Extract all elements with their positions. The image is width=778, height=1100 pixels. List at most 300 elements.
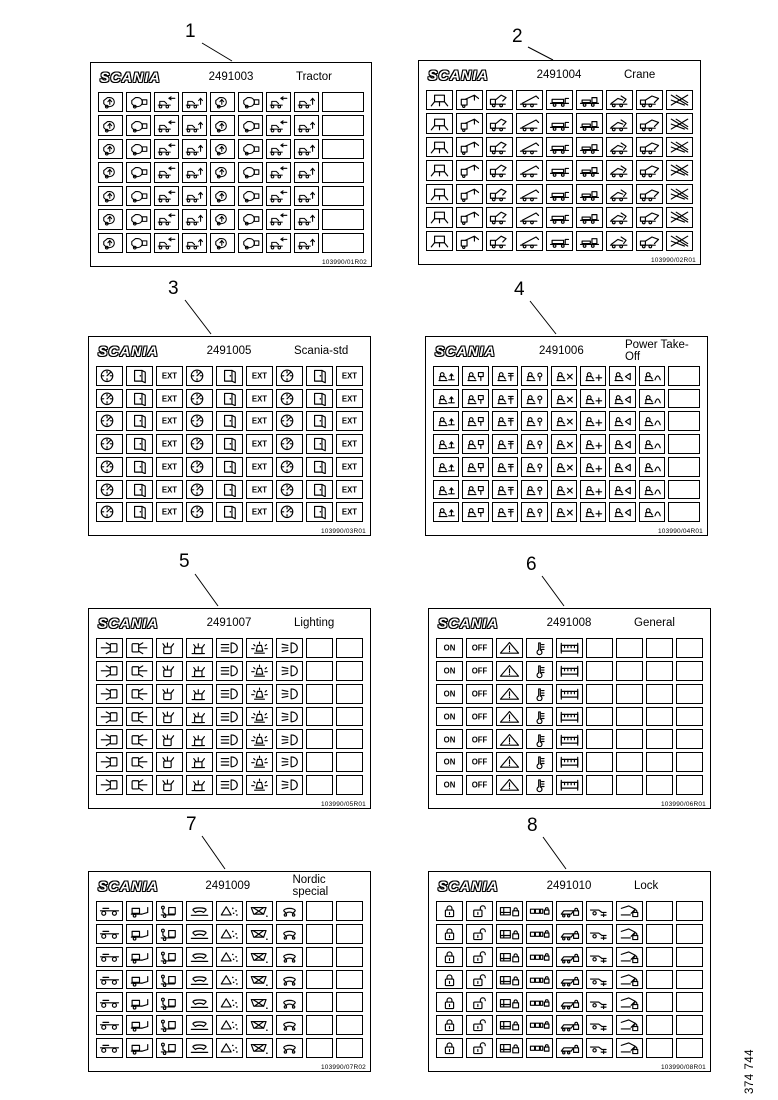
empty-cell <box>668 434 700 454</box>
empty-cell <box>322 209 364 229</box>
foglight-icon <box>276 707 303 727</box>
empty-cell <box>586 707 613 727</box>
tachograph-icon <box>186 411 213 431</box>
empty-cell <box>306 947 333 967</box>
machine-lock-icon <box>556 1038 583 1058</box>
tipping-ramp-icon <box>516 160 543 180</box>
trailer-arrow-left-icon <box>154 115 179 135</box>
trailer-arrow-up-icon <box>294 115 319 135</box>
crane-arm-icon <box>456 113 483 133</box>
tipping-ramp-icon <box>516 113 543 133</box>
empty-cell <box>616 729 643 749</box>
taillift-icon <box>126 970 153 990</box>
warning-triangle-icon <box>496 707 523 727</box>
crane-lock-icon <box>616 970 643 990</box>
ext-label-icon <box>156 480 183 500</box>
flatbed-load-icon <box>546 90 573 110</box>
empty-cell <box>306 638 333 658</box>
tachograph-icon <box>96 502 123 522</box>
crane-tipper-icon <box>606 90 633 110</box>
thermometer-icon <box>526 684 553 704</box>
worklamp-right-icon <box>126 729 153 749</box>
symbol-grid <box>96 638 363 795</box>
empty-cell <box>676 901 703 921</box>
spreader-icon <box>246 1038 273 1058</box>
tachograph-icon <box>276 502 303 522</box>
empty-cell <box>586 729 613 749</box>
empty-cell <box>336 707 363 727</box>
svg-text:EXT: EXT <box>251 462 268 472</box>
crane-right-icon <box>636 113 663 133</box>
crane-tipper-icon <box>606 160 633 180</box>
pto-variant-3-icon <box>492 480 518 500</box>
padlock-closed-icon <box>436 924 463 944</box>
spreader-icon <box>246 992 273 1012</box>
svg-text:EXT: EXT <box>161 417 178 427</box>
crane-lock-icon <box>616 924 643 944</box>
pto-variant-8-icon <box>639 457 665 477</box>
empty-cell <box>646 924 673 944</box>
empty-cell <box>676 1038 703 1058</box>
ruler-icon <box>556 752 583 772</box>
pto-variant-2-icon <box>462 502 488 522</box>
decal-panel-1 <box>90 62 372 267</box>
tachograph-icon <box>276 411 303 431</box>
door-icon <box>306 457 333 477</box>
sheet-code: 103990/06R01 <box>660 800 706 808</box>
chassis-icon <box>96 947 123 967</box>
svg-text:EXT: EXT <box>251 439 268 449</box>
pto-variant-1-icon <box>433 366 459 386</box>
empty-cell <box>336 947 363 967</box>
beacon-icon <box>246 729 273 749</box>
callout-number: 2 <box>512 26 523 47</box>
empty-cell <box>646 729 673 749</box>
padlock-closed-icon <box>436 901 463 921</box>
trailer-arrow-left-icon <box>266 162 291 182</box>
door-icon <box>306 434 333 454</box>
flatbed-load2-icon <box>576 231 603 251</box>
pto-variant-1-icon <box>433 502 459 522</box>
svg-text:EXT: EXT <box>341 508 358 518</box>
loader-icon <box>156 947 183 967</box>
leader-line <box>195 574 218 606</box>
fifthwheel-hook-icon <box>98 162 123 182</box>
leader-line <box>543 837 566 869</box>
trailer-arrow-up-icon <box>294 162 319 182</box>
empty-cell <box>616 752 643 772</box>
empty-cell <box>336 1038 363 1058</box>
panel-header <box>98 612 364 634</box>
padlock-open-icon <box>466 970 493 990</box>
svg-text:OFF: OFF <box>471 666 488 676</box>
part-number: 2491008 <box>546 617 592 629</box>
pto-variant-8-icon <box>639 502 665 522</box>
chassis-icon <box>96 901 123 921</box>
trailer-arrow-up-icon <box>182 92 207 112</box>
container-lock-icon <box>526 947 553 967</box>
thermometer-icon <box>526 729 553 749</box>
loader-crane-icon <box>486 137 513 157</box>
ruler-icon <box>556 729 583 749</box>
empty-cell <box>336 1015 363 1035</box>
headlight-beam-icon <box>216 707 243 727</box>
off-label-icon <box>466 661 493 681</box>
foglight-icon <box>276 775 303 795</box>
fifthwheel-box-icon <box>126 186 151 206</box>
container-lock-icon <box>526 970 553 990</box>
foglight-icon <box>276 638 303 658</box>
pto-variant-5-icon <box>551 411 577 431</box>
pto-variant-7-icon <box>609 502 635 522</box>
empty-cell <box>676 729 703 749</box>
door-icon <box>216 411 243 431</box>
svg-text:EXT: EXT <box>161 394 178 404</box>
warning-triangle-icon <box>496 684 523 704</box>
empty-cell <box>306 684 333 704</box>
worklamp-top-icon <box>186 729 213 749</box>
cab-lock-icon <box>496 947 523 967</box>
svg-text:EXT: EXT <box>341 462 358 472</box>
door-icon <box>126 366 153 386</box>
phone-icon <box>276 947 303 967</box>
empty-cell <box>586 684 613 704</box>
callout-number: 7 <box>186 814 197 835</box>
warning-triangle-icon <box>496 638 523 658</box>
ext-label-icon <box>336 434 363 454</box>
machine-lock-icon <box>556 924 583 944</box>
pto-variant-4-icon <box>521 457 547 477</box>
ruler-icon <box>556 661 583 681</box>
fifthwheel-box-icon <box>238 186 263 206</box>
crane-right-icon <box>636 90 663 110</box>
empty-cell <box>676 638 703 658</box>
crane-tipper-icon <box>606 113 633 133</box>
crane-lock-icon <box>616 947 643 967</box>
phone-line-icon <box>186 947 213 967</box>
svg-text:ON: ON <box>443 689 456 699</box>
leader-line <box>528 47 553 60</box>
thermometer-icon <box>526 752 553 772</box>
callout-number: 8 <box>527 815 538 836</box>
padlock-open-icon <box>466 1015 493 1035</box>
door-icon <box>306 502 333 522</box>
empty-cell <box>646 661 673 681</box>
empty-cell <box>336 970 363 990</box>
empty-cell <box>586 752 613 772</box>
leader-line <box>202 43 232 61</box>
empty-cell <box>306 924 333 944</box>
cab-lock-icon <box>496 992 523 1012</box>
pto-variant-6-icon <box>580 502 606 522</box>
pto-variant-1-icon <box>433 411 459 431</box>
worklamp-right-icon <box>126 707 153 727</box>
trailer-arrow-left-icon <box>266 233 291 253</box>
padlock-open-icon <box>466 992 493 1012</box>
crane-crossed-icon <box>666 90 693 110</box>
phone-icon <box>276 970 303 990</box>
empty-cell <box>336 775 363 795</box>
thermometer-icon <box>526 707 553 727</box>
crane-tipper-icon <box>606 137 633 157</box>
tachograph-icon <box>96 480 123 500</box>
empty-cell <box>586 638 613 658</box>
loader-icon <box>156 970 183 990</box>
door-icon <box>306 411 333 431</box>
foglight-icon <box>276 684 303 704</box>
pto-variant-7-icon <box>609 434 635 454</box>
spreader-icon <box>246 1015 273 1035</box>
trailer-arrow-left-icon <box>154 186 179 206</box>
ext-label-icon <box>246 457 273 477</box>
trailer-arrow-up-icon <box>294 186 319 206</box>
padlock-open-icon <box>466 924 493 944</box>
loader-icon <box>156 924 183 944</box>
empty-cell <box>668 480 700 500</box>
crane-right-icon <box>636 184 663 204</box>
callout-number: 6 <box>526 554 537 575</box>
thermometer-icon <box>526 638 553 658</box>
part-number: 2491003 <box>208 71 254 83</box>
beacon-icon <box>246 638 273 658</box>
empty-cell <box>306 1015 333 1035</box>
off-label-icon <box>466 707 493 727</box>
empty-cell <box>306 992 333 1012</box>
crane-crossed-icon <box>666 113 693 133</box>
empty-cell <box>336 924 363 944</box>
empty-cell <box>322 92 364 112</box>
empty-cell <box>646 684 673 704</box>
container-lock-icon <box>526 901 553 921</box>
scania-logo: SCANIA <box>98 343 159 359</box>
svg-text:EXT: EXT <box>251 508 268 518</box>
fifthwheel-box-icon <box>126 92 151 112</box>
pto-variant-3-icon <box>492 457 518 477</box>
tachograph-icon <box>276 434 303 454</box>
padlock-open-icon <box>466 901 493 921</box>
leader-line <box>185 300 211 334</box>
phone-icon <box>276 1015 303 1035</box>
tachograph-icon <box>96 457 123 477</box>
pto-variant-7-icon <box>609 366 635 386</box>
fifthwheel-box-icon <box>238 162 263 182</box>
empty-cell <box>646 901 673 921</box>
ext-label-icon <box>336 389 363 409</box>
crane-tipper-icon <box>606 184 633 204</box>
svg-text:EXT: EXT <box>251 371 268 381</box>
tachograph-icon <box>276 457 303 477</box>
svg-text:EXT: EXT <box>251 485 268 495</box>
empty-cell <box>646 1015 673 1035</box>
svg-text:EXT: EXT <box>161 371 178 381</box>
coupling-lock-icon <box>586 947 613 967</box>
empty-cell <box>322 115 364 135</box>
pto-variant-2-icon <box>462 366 488 386</box>
door-icon <box>126 457 153 477</box>
crane-right-icon <box>636 207 663 227</box>
ext-label-icon <box>156 411 183 431</box>
fifthwheel-hook-icon <box>98 233 123 253</box>
worklamp-right-icon <box>126 638 153 658</box>
crane-right-icon <box>636 137 663 157</box>
tipping-ramp-icon <box>516 90 543 110</box>
empty-cell <box>336 661 363 681</box>
fifthwheel-hook-icon <box>98 186 123 206</box>
empty-cell <box>306 775 333 795</box>
fifthwheel-hook-icon <box>210 209 235 229</box>
worklamp-left-icon <box>96 775 123 795</box>
decal-panel-6 <box>428 608 711 809</box>
padlock-closed-icon <box>436 1015 463 1035</box>
pto-variant-1-icon <box>433 480 459 500</box>
spreader-icon <box>246 970 273 990</box>
decal-set-name: Nordic special <box>292 874 329 898</box>
loader-crane-icon <box>486 160 513 180</box>
padlock-closed-icon <box>436 970 463 990</box>
tachograph-icon <box>96 366 123 386</box>
crane-lock-icon <box>616 992 643 1012</box>
door-icon <box>126 411 153 431</box>
trailer-arrow-left-icon <box>266 186 291 206</box>
crane-frame-icon <box>426 137 453 157</box>
chassis-icon <box>96 924 123 944</box>
tachograph-icon <box>186 502 213 522</box>
symbol-grid <box>426 90 693 251</box>
callout-number: 3 <box>168 278 179 299</box>
phone-line-icon <box>186 970 213 990</box>
pto-variant-6-icon <box>580 480 606 500</box>
cab-lock-icon <box>496 970 523 990</box>
empty-cell <box>676 752 703 772</box>
fifthwheel-hook-icon <box>210 186 235 206</box>
fifthwheel-box-icon <box>126 162 151 182</box>
crane-frame-icon <box>426 184 453 204</box>
trailer-arrow-left-icon <box>266 115 291 135</box>
headlight-beam-icon <box>216 729 243 749</box>
door-icon <box>216 502 243 522</box>
pto-variant-3-icon <box>492 502 518 522</box>
headlight-beam-icon <box>216 661 243 681</box>
pto-variant-4-icon <box>521 434 547 454</box>
warning-triangle-icon <box>496 752 523 772</box>
on-label-icon <box>436 638 463 658</box>
worklamp-right-icon <box>126 661 153 681</box>
taillift-icon <box>126 1015 153 1035</box>
svg-text:ON: ON <box>443 712 456 722</box>
sheet-code: 103990/02R01 <box>650 256 696 264</box>
ext-label-icon <box>156 366 183 386</box>
gritter-icon <box>216 924 243 944</box>
pto-variant-8-icon <box>639 389 665 409</box>
fifthwheel-hook-icon <box>98 139 123 159</box>
empty-cell <box>336 901 363 921</box>
crane-lock-icon <box>616 1015 643 1035</box>
loader-icon <box>156 1015 183 1035</box>
tipping-ramp-icon <box>516 184 543 204</box>
worklamp-top-icon <box>186 638 213 658</box>
empty-cell <box>676 992 703 1012</box>
fifthwheel-hook-icon <box>210 233 235 253</box>
foglight-icon <box>276 729 303 749</box>
pto-variant-4-icon <box>521 502 547 522</box>
pto-variant-5-icon <box>551 389 577 409</box>
svg-text:EXT: EXT <box>161 485 178 495</box>
container-lock-icon <box>526 1038 553 1058</box>
tachograph-icon <box>96 434 123 454</box>
coupling-lock-icon <box>586 970 613 990</box>
ext-label-icon <box>156 389 183 409</box>
trailer-arrow-up-icon <box>182 162 207 182</box>
pto-variant-8-icon <box>639 480 665 500</box>
svg-text:OFF: OFF <box>471 758 488 768</box>
scania-logo: SCANIA <box>98 878 159 894</box>
decal-set-name: Power Take-Off <box>624 339 689 363</box>
decal-panel-8 <box>428 871 711 1072</box>
cab-lock-icon <box>496 901 523 921</box>
container-lock-icon <box>526 1015 553 1035</box>
pto-variant-1-icon <box>433 389 459 409</box>
ext-label-icon <box>246 411 273 431</box>
pto-variant-4-icon <box>521 389 547 409</box>
tachograph-icon <box>276 366 303 386</box>
on-label-icon <box>436 684 463 704</box>
svg-text:ON: ON <box>443 780 456 790</box>
part-number: 2491005 <box>206 345 252 357</box>
padlock-open-icon <box>466 947 493 967</box>
off-label-icon <box>466 684 493 704</box>
empty-cell <box>336 992 363 1012</box>
worklamp-up-icon <box>156 775 183 795</box>
loader-icon <box>156 992 183 1012</box>
decal-set-name: Tractor <box>296 71 332 83</box>
decal-panel-3 <box>88 336 371 536</box>
worklamp-left-icon <box>96 661 123 681</box>
loader-crane-icon <box>486 184 513 204</box>
fifthwheel-box-icon <box>238 233 263 253</box>
pto-variant-7-icon <box>609 389 635 409</box>
empty-cell <box>586 661 613 681</box>
symbol-grid <box>436 638 703 795</box>
crane-right-icon <box>636 231 663 251</box>
machine-lock-icon <box>556 992 583 1012</box>
empty-cell <box>586 775 613 795</box>
worklamp-right-icon <box>126 684 153 704</box>
on-label-icon <box>436 752 463 772</box>
crane-arm-icon <box>456 184 483 204</box>
worklamp-top-icon <box>186 661 213 681</box>
on-label-icon <box>436 775 463 795</box>
part-number: 2491007 <box>206 617 252 629</box>
phone-line-icon <box>186 992 213 1012</box>
pto-variant-7-icon <box>609 457 635 477</box>
part-number: 2491006 <box>538 345 584 357</box>
tachograph-icon <box>186 457 213 477</box>
decal-set-name: Lock <box>634 880 659 892</box>
leader-line <box>530 301 556 334</box>
worklamp-left-icon <box>96 729 123 749</box>
door-icon <box>216 480 243 500</box>
pto-variant-6-icon <box>580 457 606 477</box>
flatbed-load-icon <box>546 137 573 157</box>
pto-variant-3-icon <box>492 389 518 409</box>
gritter-icon <box>216 947 243 967</box>
pto-variant-8-icon <box>639 411 665 431</box>
svg-text:ON: ON <box>443 735 456 745</box>
pto-variant-7-icon <box>609 411 635 431</box>
headlight-beam-icon <box>216 684 243 704</box>
pto-variant-6-icon <box>580 411 606 431</box>
scania-logo: SCANIA <box>438 878 499 894</box>
